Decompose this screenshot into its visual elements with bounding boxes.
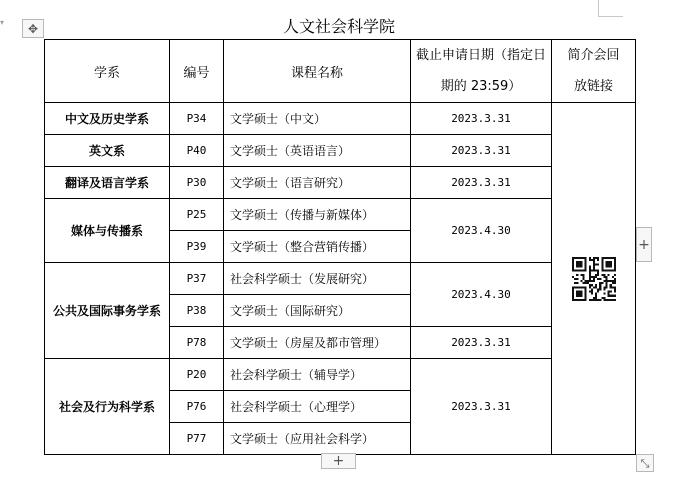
table-row bbox=[45, 263, 636, 295]
deadline-cell: 2023.4.30 bbox=[411, 263, 552, 327]
department-cell: 公共及国际事务学系 bbox=[45, 263, 170, 359]
course-name-cell: 文学硕士（中文） bbox=[224, 103, 411, 135]
department-cell: 社会及行为科学系 bbox=[45, 359, 170, 455]
plus-icon: + bbox=[638, 236, 650, 253]
table-header-row bbox=[45, 40, 636, 103]
table-body bbox=[45, 103, 636, 455]
course-name-cell: 社会科学硕士（心理学） bbox=[224, 391, 411, 423]
department-cell: 中文及历史学系 bbox=[45, 103, 170, 135]
course-name-cell: 社会科学硕士（发展研究） bbox=[224, 263, 411, 295]
program-code-cell: P76 bbox=[170, 391, 224, 423]
deadline-cell: 2023.4.30 bbox=[411, 199, 552, 263]
course-name-cell: 文学硕士（英语语言） bbox=[224, 135, 411, 167]
add-row-button[interactable] bbox=[321, 453, 356, 469]
header-course: 课程名称 bbox=[224, 40, 411, 103]
course-name-cell: 文学硕士（应用社会科学） bbox=[224, 423, 411, 455]
deadline-cell: 2023.3.31 bbox=[411, 327, 552, 359]
program-code-cell: P34 bbox=[170, 103, 224, 135]
table-row bbox=[45, 359, 636, 391]
deadline-cell: 2023.3.31 bbox=[411, 103, 552, 135]
replay-link-cell bbox=[552, 103, 636, 455]
deadline-cell: 2023.3.31 bbox=[411, 359, 552, 455]
course-name-cell: 文学硕士（整合营销传播） bbox=[224, 231, 411, 263]
course-name-cell: 文学硕士（语言研究） bbox=[224, 167, 411, 199]
course-name-cell: 文学硕士（房屋及都市管理） bbox=[224, 327, 411, 359]
qr-code-icon[interactable] bbox=[572, 257, 616, 301]
table-row bbox=[45, 103, 636, 135]
department-cell: 媒体与传播系 bbox=[45, 199, 170, 263]
add-column-button[interactable] bbox=[636, 227, 652, 262]
course-name-cell: 文学硕士（国际研究） bbox=[224, 295, 411, 327]
department-cell: 翻译及语言学系 bbox=[45, 167, 170, 199]
plus-icon: + bbox=[332, 453, 345, 469]
deadline-cell: 2023.3.31 bbox=[411, 135, 552, 167]
deadline-cell: 2023.3.31 bbox=[411, 167, 552, 199]
header-intro-link: 简介会回放链接 bbox=[552, 40, 636, 103]
header-department: 学系 bbox=[45, 40, 170, 103]
table-resize-handle[interactable] bbox=[636, 454, 654, 472]
program-code-cell: P37 bbox=[170, 263, 224, 295]
program-code-cell: P38 bbox=[170, 295, 224, 327]
department-cell: 英文系 bbox=[45, 135, 170, 167]
move-icon: ✥ bbox=[27, 21, 39, 36]
program-table bbox=[44, 39, 636, 455]
header-deadline: 截止申请日期（指定日期的 23:59） bbox=[411, 40, 552, 103]
table-row bbox=[45, 167, 636, 199]
document-title: 人文社会科学院 bbox=[282, 17, 395, 36]
program-code-cell: P25 bbox=[170, 199, 224, 231]
program-code-cell: P77 bbox=[170, 423, 224, 455]
program-code-cell: P20 bbox=[170, 359, 224, 391]
program-code-cell: P39 bbox=[170, 231, 224, 263]
table-row bbox=[45, 199, 636, 231]
table-row bbox=[45, 135, 636, 167]
caret-icon: ▾ bbox=[0, 18, 5, 27]
course-name-cell: 社会科学硕士（辅导学） bbox=[224, 359, 411, 391]
program-code-cell: P30 bbox=[170, 167, 224, 199]
program-code-cell: P78 bbox=[170, 327, 224, 359]
header-code: 编号 bbox=[170, 40, 224, 103]
course-name-cell: 文学硕士（传播与新媒体） bbox=[224, 199, 411, 231]
resize-icon: ⤡ bbox=[640, 456, 650, 470]
table-move-handle[interactable] bbox=[22, 19, 44, 38]
program-code-cell: P40 bbox=[170, 135, 224, 167]
